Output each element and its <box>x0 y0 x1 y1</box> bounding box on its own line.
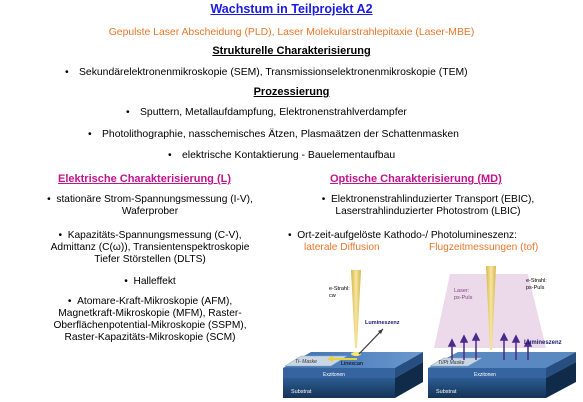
diagram-time-of-flight <box>428 264 578 398</box>
bullet: • <box>288 230 292 241</box>
list-item-line: Raster-Kapazitäts-Mikroskopie (SCM) <box>64 332 236 343</box>
structural-item <box>65 67 468 78</box>
page-title: Wachstum in Teilprojekt A2 <box>210 2 373 16</box>
luminescence-label: Lumineszenz <box>524 340 562 346</box>
processing-item-text: Sputtern, Metallaufdampfung, Elektronenstrahlverdampfer <box>140 107 407 118</box>
subtitle: Gepulste Laser Abscheidung (PLD), Laser Molekularstrahlepitaxie (Laser-MBE) <box>108 27 475 38</box>
bullet: • <box>67 296 72 307</box>
list-item-line: Oberflächenpotential-Mikroskopie (SSPM), <box>53 320 247 331</box>
optical-heading: Optische Charakterisierung (MD) <box>330 173 502 185</box>
substrate-block <box>283 378 395 398</box>
list-item-line: Kapazitäts-Spannungsmessung (C-V), <box>67 230 242 241</box>
list-item <box>30 230 270 266</box>
list-item-line: Elektronenstrahlinduzierter Transport (EBIC), <box>330 194 535 205</box>
processing-item <box>88 129 459 140</box>
bullet: • <box>47 194 51 205</box>
linescan-label: Linescan <box>341 361 364 367</box>
beam-label: e-Strahl: <box>329 286 350 292</box>
exciton-label: Exzitonen <box>323 372 345 378</box>
substrate-label: Substrat <box>436 389 457 395</box>
bullet: • <box>58 230 63 241</box>
beam-label: cw <box>329 293 336 299</box>
list-item <box>288 194 568 218</box>
list-item <box>30 194 270 218</box>
structural-heading: Strukturelle Charakterisierung <box>212 45 371 57</box>
sub-label-lateral-diffusion: laterale Diffusion <box>304 242 380 253</box>
laser-label: ps-Puls <box>454 295 473 301</box>
mask-label: Ti- Maske <box>295 359 317 365</box>
structural-item-text: Sekundärelektronenmikroskopie (SEM), Transmissionselektronenmikroskopie (TEM) <box>79 67 468 78</box>
beam-label: ps-Puls <box>526 285 545 291</box>
bullet: • <box>88 129 92 140</box>
list-item-line: Magnetkraft-Mikroskopie (MFM), Raster- <box>58 308 242 319</box>
list-item-line: Atomare-Kraft-Mikroskopie (AFM), <box>77 296 233 307</box>
list-item-line: Tiefer Störstellen (DLTS) <box>94 254 206 265</box>
bullet: • <box>124 276 128 287</box>
processing-heading: Prozessierung <box>253 86 330 98</box>
luminescence-label: Lumineszenz <box>365 320 400 326</box>
laser-label: Laser: <box>454 288 470 294</box>
list-item-line: stationäre Strom-Spannungsmessung (I-V), <box>56 194 253 205</box>
list-item-line: Waferprober <box>121 206 179 217</box>
electron-beam <box>351 270 361 348</box>
exciton-label: Exzitonen <box>474 372 496 378</box>
luminescence-arrow <box>359 329 383 354</box>
processing-item <box>168 150 395 161</box>
bullet: • <box>126 107 130 118</box>
list-item-line: Admittanz (C(ω)), Transientenspektroskopie <box>50 242 250 253</box>
bullet: • <box>65 67 69 78</box>
list-item-line: Ort-zeit-aufgelöste Kathodo-/ Photolumineszenz: <box>297 230 517 241</box>
electrical-heading: Elektrische Charakterisierung (L) <box>58 173 232 185</box>
substrate-block <box>428 378 546 398</box>
diagram-lateral-diffusion <box>283 266 423 398</box>
processing-item-text: Photolithographie, nasschemisches Ätzen, Plasmaätzen der Schattenmasken <box>102 129 459 140</box>
list-item-line: Laserstrahlinduzierter Photostrom (LBIC) <box>335 206 521 217</box>
substrate-label: Substrat <box>291 389 312 395</box>
processing-item-text: elektrische Kontaktierung - Bauelementaufbau <box>182 150 396 161</box>
list-item-line: Halleffekt <box>133 276 176 287</box>
bullet: • <box>168 150 172 161</box>
sub-label-time-of-flight: Flugzeitmessungen (tof) <box>429 242 539 253</box>
list-item <box>30 296 270 344</box>
mask-label: Ti/Pt Maske <box>438 360 465 366</box>
list-item <box>288 230 517 242</box>
beam-label: e-Strahl: <box>526 278 547 284</box>
processing-item <box>126 107 407 118</box>
bullet: • <box>321 194 326 205</box>
list-item <box>30 276 270 288</box>
